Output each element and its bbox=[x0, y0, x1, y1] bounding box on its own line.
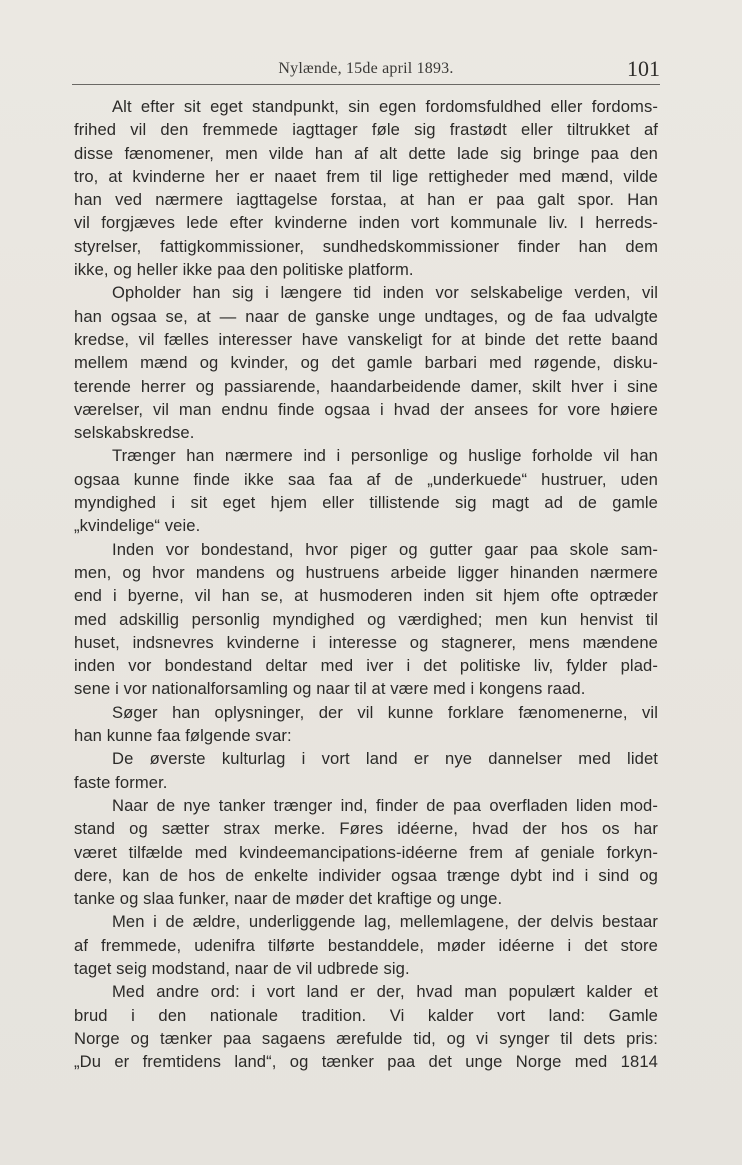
text-line: myndighed i sit eget hjem eller tillistende sig magt ad de gamle bbox=[74, 493, 658, 513]
text-line: Norge og tænker paa sagaens ærefulde tid, og vi synger til dets pris: bbox=[74, 1028, 658, 1048]
text-line: end i byerne, vil han se, at husmoderen inden sit hjem ofte optræder bbox=[74, 586, 658, 606]
text-line: Men i de ældre, underliggende lag, mellemlagene, der delvis bestaar bbox=[112, 912, 658, 932]
text-line: frihed vil den fremmede iagttager føle sig frastødt eller tiltrukket af bbox=[74, 120, 658, 140]
text-line: kredse, vil fælles interesser have vanskeligt for at binde det rette baand bbox=[74, 329, 658, 349]
text-line: med adskillig personlig myndighed og værdighed; men kun henvist til bbox=[74, 609, 658, 629]
text-line: tro, at kvinderne her er naaet frem til lige rettigheder med mænd, vilde bbox=[74, 166, 658, 186]
text-line: Opholder han sig i længere tid inden vor selskabelige verden, vil bbox=[112, 283, 658, 303]
text-line: Søger han oplysninger, der vil kunne forklare fænomenerne, vil bbox=[112, 702, 658, 722]
text-line: „kvindelige“ veie. bbox=[74, 516, 201, 536]
text-line: ikke, og heller ikke paa den politiske platform. bbox=[74, 260, 414, 280]
text-line: værelser, vil man endnu finde ogsaa i hvad der ansees for vore høiere bbox=[74, 399, 658, 419]
text-line: Med andre ord: i vort land er der, hvad man populært kalder et bbox=[112, 982, 658, 1002]
text-line: han kunne faa følgende svar: bbox=[74, 726, 292, 746]
text-line: Alt efter sit eget standpunkt, sin egen fordomsfuldhed eller fordoms- bbox=[112, 97, 658, 116]
text-line: vil forgjæves lede efter kvinderne inden vort kommunale liv. I herreds- bbox=[74, 213, 658, 233]
text-line: Naar de nye tanker trænger ind, finder de paa overfladen liden mod- bbox=[112, 795, 658, 815]
header-rule bbox=[72, 84, 660, 85]
text-line: taget seig modstand, naar de vil udbrede sig. bbox=[74, 958, 410, 978]
running-head bbox=[72, 56, 660, 86]
text-line: huset, indsnevres kvinderne i interesse og stagnerer, mens mændene bbox=[74, 632, 658, 652]
text-line: men, og hvor mandens og hustruens arbeide ligger hinanden nærmere bbox=[74, 562, 658, 582]
text-line: Trænger han nærmere ind i personlige og huslige forholde vil han bbox=[112, 446, 658, 466]
text-line: tanke og slaa funker, naar de møder det kraftige og unge. bbox=[74, 889, 503, 909]
running-title: Nylænde, 15de april 1893. bbox=[278, 60, 454, 77]
text-line: selskabskredse. bbox=[74, 423, 195, 443]
text-line: af fremmede, udenifra tilførte bestanddele, møder idéerne i det store bbox=[74, 935, 658, 955]
text-line: De øverste kulturlag i vort land er nye dannelser med lidet bbox=[112, 749, 658, 769]
text-line: inden vor bondestand deltar med iver i det politiske liv, fylder plad- bbox=[74, 656, 658, 676]
text-line: stand og sætter strax merke. Føres idéerne, hvad der hos os har bbox=[74, 819, 658, 839]
text-line: Inden vor bondestand, hvor piger og gutter gaar paa skole sam- bbox=[112, 539, 658, 559]
body-text bbox=[74, 95, 658, 1073]
text-line: dere, kan de hos de enkelte individer ogsaa trænge dybt ind i sind og bbox=[74, 865, 658, 885]
page-number: 101 bbox=[627, 56, 660, 81]
text-line: han ved nærmere iagttagelse forstaa, at han er paa galt spor. Han bbox=[74, 190, 658, 210]
text-line: styrelser, fattigkommissioner, sundhedskommissioner finder han dem bbox=[74, 236, 658, 256]
text-line: sene i vor nationalforsamling og naar til at være med i kongens raad. bbox=[74, 679, 586, 699]
text-line: han ogsaa se, at — naar de ganske unge undtages, og de faa udvalgte bbox=[74, 306, 658, 326]
text-line: mellem mænd og kvinder, og det gamle barbari med røgende, disku- bbox=[74, 353, 658, 373]
text-line: disse fænomener, men vilde han af alt dette lade sig bringe paa den bbox=[74, 143, 658, 163]
text-line: brud i den nationale tradition. Vi kalder vort land: Gamle bbox=[74, 1005, 658, 1025]
text-line: terende herrer og passiarende, haandarbeidende damer, skilt hver i sine bbox=[74, 376, 658, 396]
text-line: ogsaa kunne finde ikke saa faa af de „underkuede“ hustruer, uden bbox=[74, 469, 658, 489]
text-line: faste former. bbox=[74, 772, 168, 792]
text-line: „Du er fremtidens land“, og tænker paa det unge Norge med 1814 bbox=[74, 1052, 658, 1072]
text-line: været tilfælde med kvindeemancipations-idéerne frem af geniale forkyn- bbox=[74, 842, 658, 862]
